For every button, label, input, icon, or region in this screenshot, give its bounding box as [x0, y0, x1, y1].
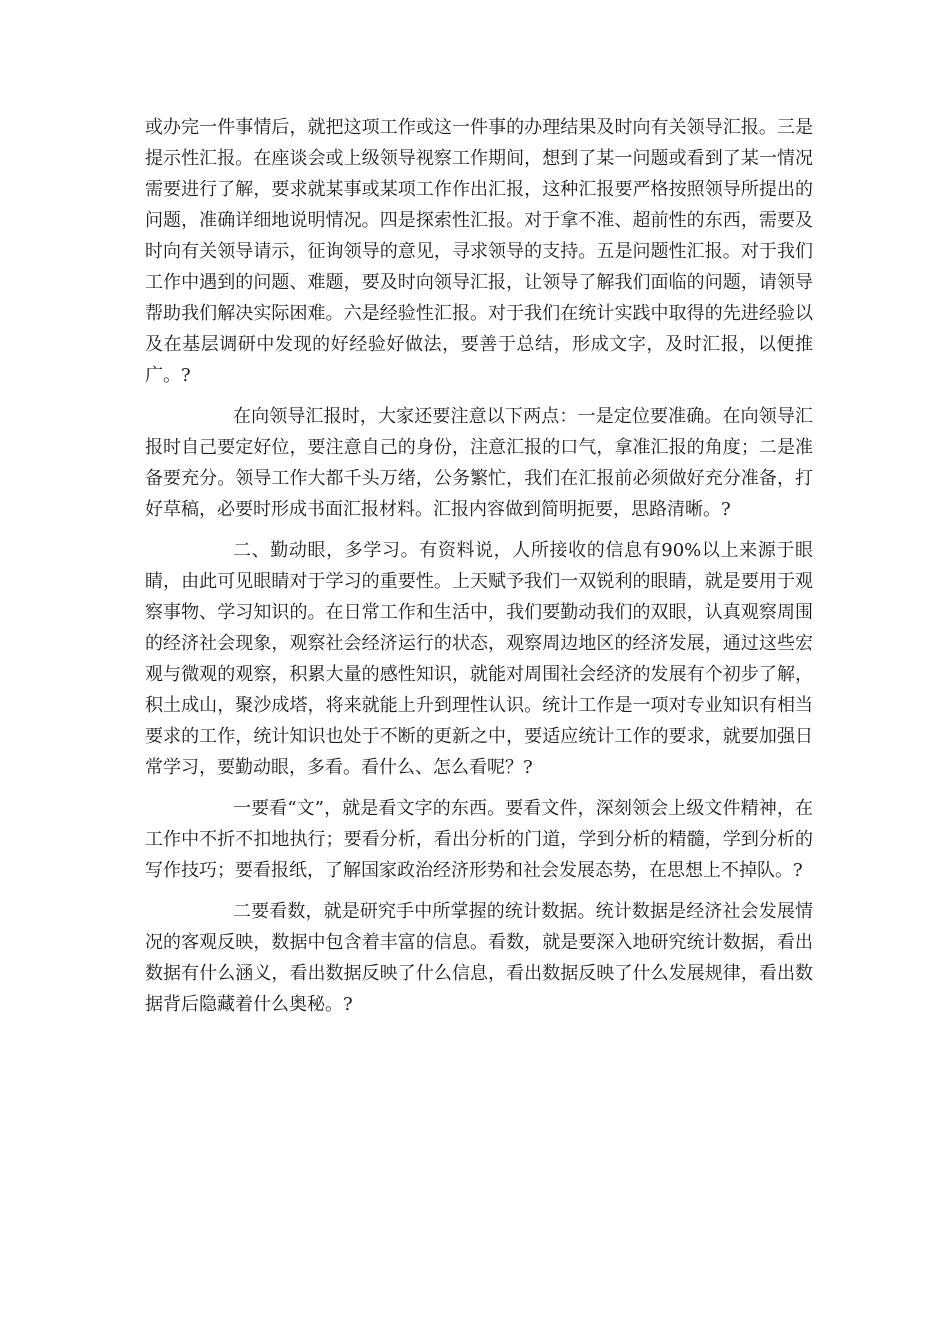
paragraph-reporting-notes: 在向领导汇报时，大家还要注意以下两点：一是定位要准确。在向领导汇报时自己要定好位，要注意自己的身份，注意汇报的口气，拿准汇报的角度；二是准备要充分。领导工作大都千头万绪，公务繁忙，我们在汇报前必须做好充分准备，打好草稿，必要时形成书面汇报材料。汇报内容做到简明扼要，思路清晰。?: [145, 406, 813, 520]
paragraph-use-eyes: 二、勤动眼，多学习。有资料说，人所接收的信息有90%以上来源于眼睛，由此可见眼睛对于学习的重要性。上天赋予我们一双锐利的眼睛，就是要用于观察事物、学习知识的。在日常工作和生活中，我们要勤动我们的双眼，认真观察周围的经济社会现象，观察社会经济运行的状态，观察周边地区的经济发展，通过这些宏观与微观的观察，积累大量的感性知识，就能对周围社会经济的发展有个初步了解，积土成山，聚沙成塔，将来就能上升到理性认识。统计工作是一项对专业知识有相当要求的工作，统计知识也处于不断的更新之中，要适应统计工作的要求，就要加强日常学习，要勤动眼，多看。看什么、怎么看呢？?: [145, 540, 813, 778]
document-body: [145, 112, 813, 1030]
paragraph-read-data: 二要看数，就是研究手中所掌握的统计数据。统计数据是经济社会发展情况的客观反映，数据中包含着丰富的信息。看数，就是要深入地研究统计数据，看出数据有什么涵义，看出数据反映了什么信息，看出数据反映了什么发展规律，看出数据背后隐藏着什么奥秘。?: [145, 901, 813, 1015]
paragraph-read-text: 一要看“文”，就是看文字的东西。要看文件，深刻领会上级文件精神，在工作中不折不扣地执行；要看分析，看出分析的门道，学到分析的精髓，学到分析的写作技巧；要看报纸，了解国家政治经济形势和社会发展态势，在思想上不掉队。?: [145, 798, 813, 881]
paragraph-reporting-types: 或办完一件事情后，就把这项工作或这一件事的办理结果及时向有关领导汇报。三是提示性汇报。在座谈会或上级领导视察工作期间，想到了某一问题或看到了某一情况需要进行了解，要求就某事或某项工作作出汇报，这种汇报要严格按照领导所提出的问题，准确详细地说明情况。四是探索性汇报。对于拿不准、超前性的东西，需要及时向有关领导请示，征询领导的意见，寻求领导的支持。五是问题性汇报。对于我们工作中遇到的问题、难题，要及时向领导汇报，让领导了解我们面临的问题，请领导帮助我们解决实际困难。六是经验性汇报。对于我们在统计实践中取得的先进经验以及在基层调研中发现的好经验好做法，要善于总结，形成文字，及时汇报，以便推广。?: [145, 117, 813, 386]
